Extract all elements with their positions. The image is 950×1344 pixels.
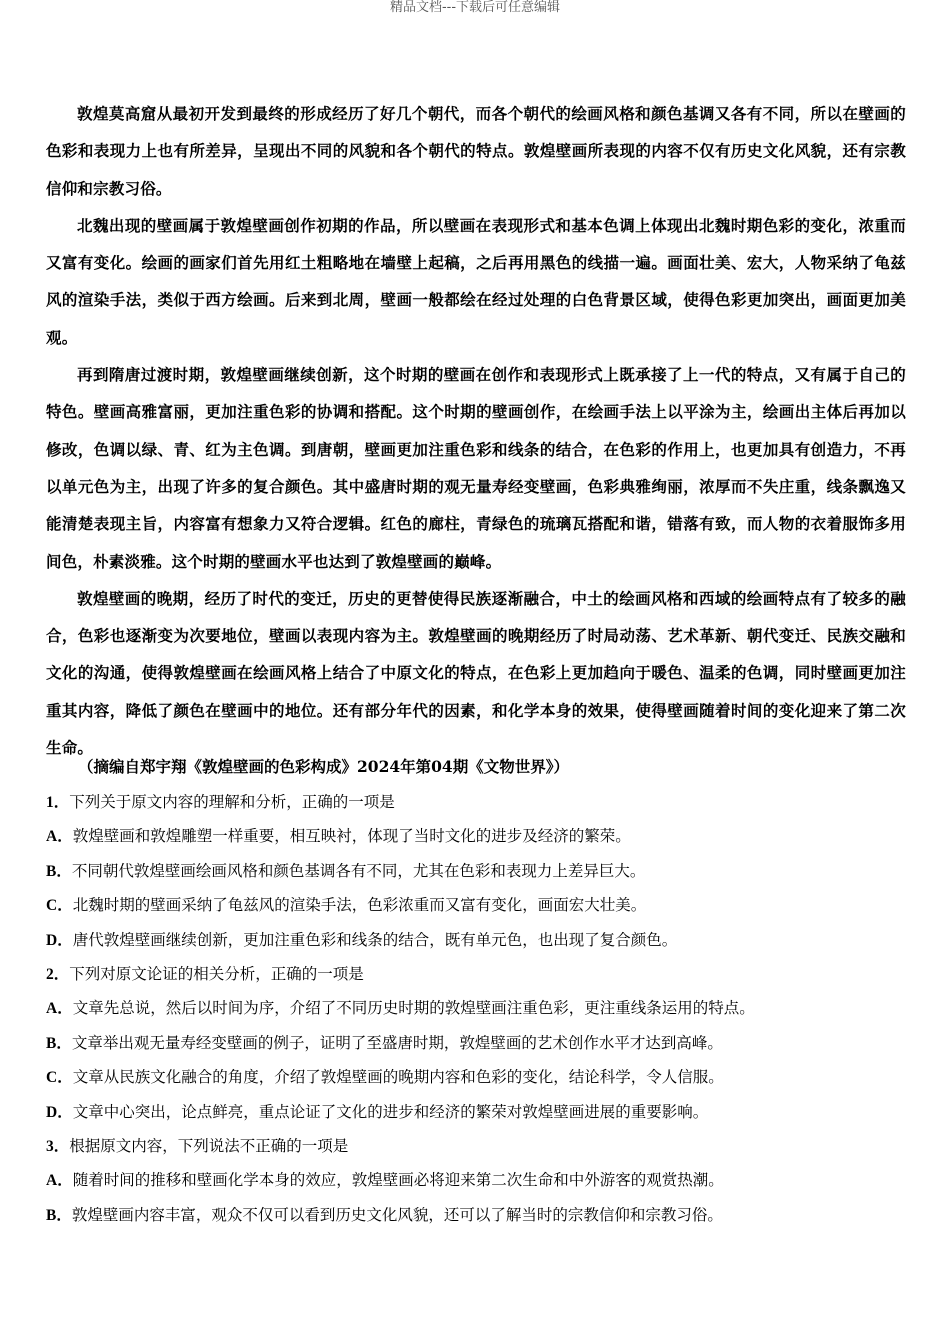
- option-text: 唐代敦煌壁画继续创新，更加注重色彩和线条的结合，既有单元色，也出现了复合颜色。: [72, 931, 678, 949]
- option-text: 随着时间的推移和壁画化学本身的效应，敦煌壁画必将迎来第二次生命和中外游客的观赏热潮。: [72, 1172, 724, 1190]
- article-paragraph-1: 敦煌莫高窟从最初开发到最终的形成经历了好几个朝代，而各个朝代的绘画风格和颜色基调又各有不同，所以在壁画的色彩和表现力上也有所差异，呈现出不同的风貌和各个朝代的特点。敦煌壁画所表现的内容不仅有历史文化风貌，还有宗教信仰和宗教习俗。: [46, 104, 906, 198]
- option-key: A．: [46, 1000, 73, 1018]
- option-key: C．: [46, 1069, 73, 1087]
- question-2-stem: [46, 958, 906, 992]
- option-key: D．: [46, 931, 73, 949]
- question-1-option-b: [46, 855, 906, 889]
- question-3-stem: [46, 1130, 906, 1164]
- option-key: D．: [46, 1103, 73, 1121]
- article-source: （摘编自郑宇翔《敦煌壁画的色彩构成》2024年第04期《文物世界》）: [78, 757, 569, 776]
- question-number: 3．: [46, 1138, 70, 1156]
- option-key: B．: [46, 1034, 72, 1052]
- article-body: [46, 95, 906, 766]
- option-key: C．: [46, 897, 73, 915]
- question-number: 2．: [46, 966, 70, 984]
- article-paragraph-2: 北魏出现的壁画属于敦煌壁画创作初期的作品，所以壁画在表现形式和基本色调上体现出北魏时期色彩的变化，浓重而又富有变化。绘画的画家们首先用红土粗略地在墙壁上起稿，之后再用黑色的线描一遍。画面壮美、宏大，人物采纳了龟兹风的渲染手法，类似于西方绘画。后来到北周，壁画一般都绘在经过处理的白色背景区域，使得色彩更加突出，画面更加美观。: [46, 215, 906, 347]
- question-number: 1．: [46, 794, 70, 811]
- question-1-option-d: [46, 924, 906, 958]
- question-1-option-c: [46, 889, 906, 923]
- option-text: 文章中心突出，论点鲜亮，重点论证了文化的进步和经济的繁荣对敦煌壁画进展的重要影响。: [72, 1103, 709, 1121]
- option-key: A．: [46, 1172, 73, 1190]
- question-list: [46, 786, 906, 1233]
- question-2-option-b: [46, 1027, 906, 1061]
- question-text: 下列对原文论证的相关分析，正确的一项是: [69, 966, 364, 984]
- option-text: 文章先总说，然后以时间为序，介绍了不同历史时期的敦煌壁画注重色彩，更注重线条运用的特点。: [72, 1000, 755, 1018]
- article-paragraph-4: 敦煌壁画的晚期，经历了时代的变迁，历史的更替使得民族逐渐融合，中土的绘画风格和西域的绘画特点有了较多的融合，色彩也逐渐变为次要地位，壁画以表现内容为主。敦煌壁画的晚期经历了时局动荡、艺术革新、朝代变迁、民族交融和文化的沟通，使得敦煌壁画在绘画风格上结合了中原文化的特点，在色彩上更加趋向于暖色、温柔的色调，同时壁画更加注重其内容，降低了颜色在壁画中的地位。还有部分年代的因素，和化学本身的效果，使得壁画随着时间的变化迎来了第二次生命。: [46, 588, 906, 758]
- option-key: B．: [46, 862, 72, 880]
- question-text: 根据原文内容，下列说法不正确的一项是: [69, 1138, 349, 1156]
- question-1-stem: [46, 786, 906, 820]
- question-3-option-b: [46, 1199, 906, 1233]
- article-paragraph-3: 再到隋唐过渡时期，敦煌壁画继续创新，这个时期的壁画在创作和表现形式上既承接了上一代的特点，又有属于自己的特色。壁画高雅富丽，更加注重色彩的协调和搭配。这个时期的壁画创作，在绘画手法上以平涂为主，绘画出主体后再加以修改，色调以绿、青、红为主色调。到唐朝，壁画更加注重色彩和线条的结合，在色彩的作用上，也更加具有创造力，不再以单元色为主，出现了许多的复合颜色。其中盛唐时期的观无量寿经变壁画，色彩典雅绚丽，浓厚而不失庄重，线条飘逸又能清楚表现主旨，内容富有想象力又符合逻辑。红色的廊柱，青绿色的琉璃瓦搭配和谐，错落有致，而人物的衣着服饰多用间色，朴素淡雅。这个时期的壁画水平也达到了敦煌壁画的巅峰。: [46, 365, 906, 571]
- option-text: 敦煌壁画内容丰富，观众不仅可以看到历史文化风貌，还可以了解当时的宗教信仰和宗教习俗。: [71, 1206, 723, 1224]
- option-text: 文章举出观无量寿经变壁画的例子，证明了至盛唐时期，敦煌壁画的艺术创作水平才达到高峰。: [71, 1034, 723, 1052]
- option-key: A．: [46, 828, 73, 846]
- question-3-option-a: [46, 1164, 906, 1198]
- question-2-option-c: [46, 1061, 906, 1095]
- option-text: 文章从民族文化融合的角度，介绍了敦煌壁画的晚期内容和色彩的变化，结论科学，令人信服。: [72, 1069, 724, 1087]
- question-1-option-a: [46, 820, 906, 854]
- option-key: B．: [46, 1206, 72, 1224]
- question-text: 下列关于原文内容的理解和分析，正确的一项是: [69, 794, 395, 811]
- page-header: 精品文档---下载后可任意编辑: [389, 0, 561, 15]
- question-2-option-d: [46, 1096, 906, 1130]
- option-text: 北魏时期的壁画采纳了龟兹风的渲染手法，色彩浓重而又富有变化，画面宏大壮美。: [72, 897, 647, 915]
- question-2-option-a: [46, 992, 906, 1026]
- option-text: 不同朝代敦煌壁画绘画风格和颜色基调各有不同，尤其在色彩和表现力上差异巨大。: [71, 862, 646, 880]
- option-text: 敦煌壁画和敦煌雕塑一样重要，相互映衬，体现了当时文化的进步及经济的繁荣。: [72, 828, 631, 846]
